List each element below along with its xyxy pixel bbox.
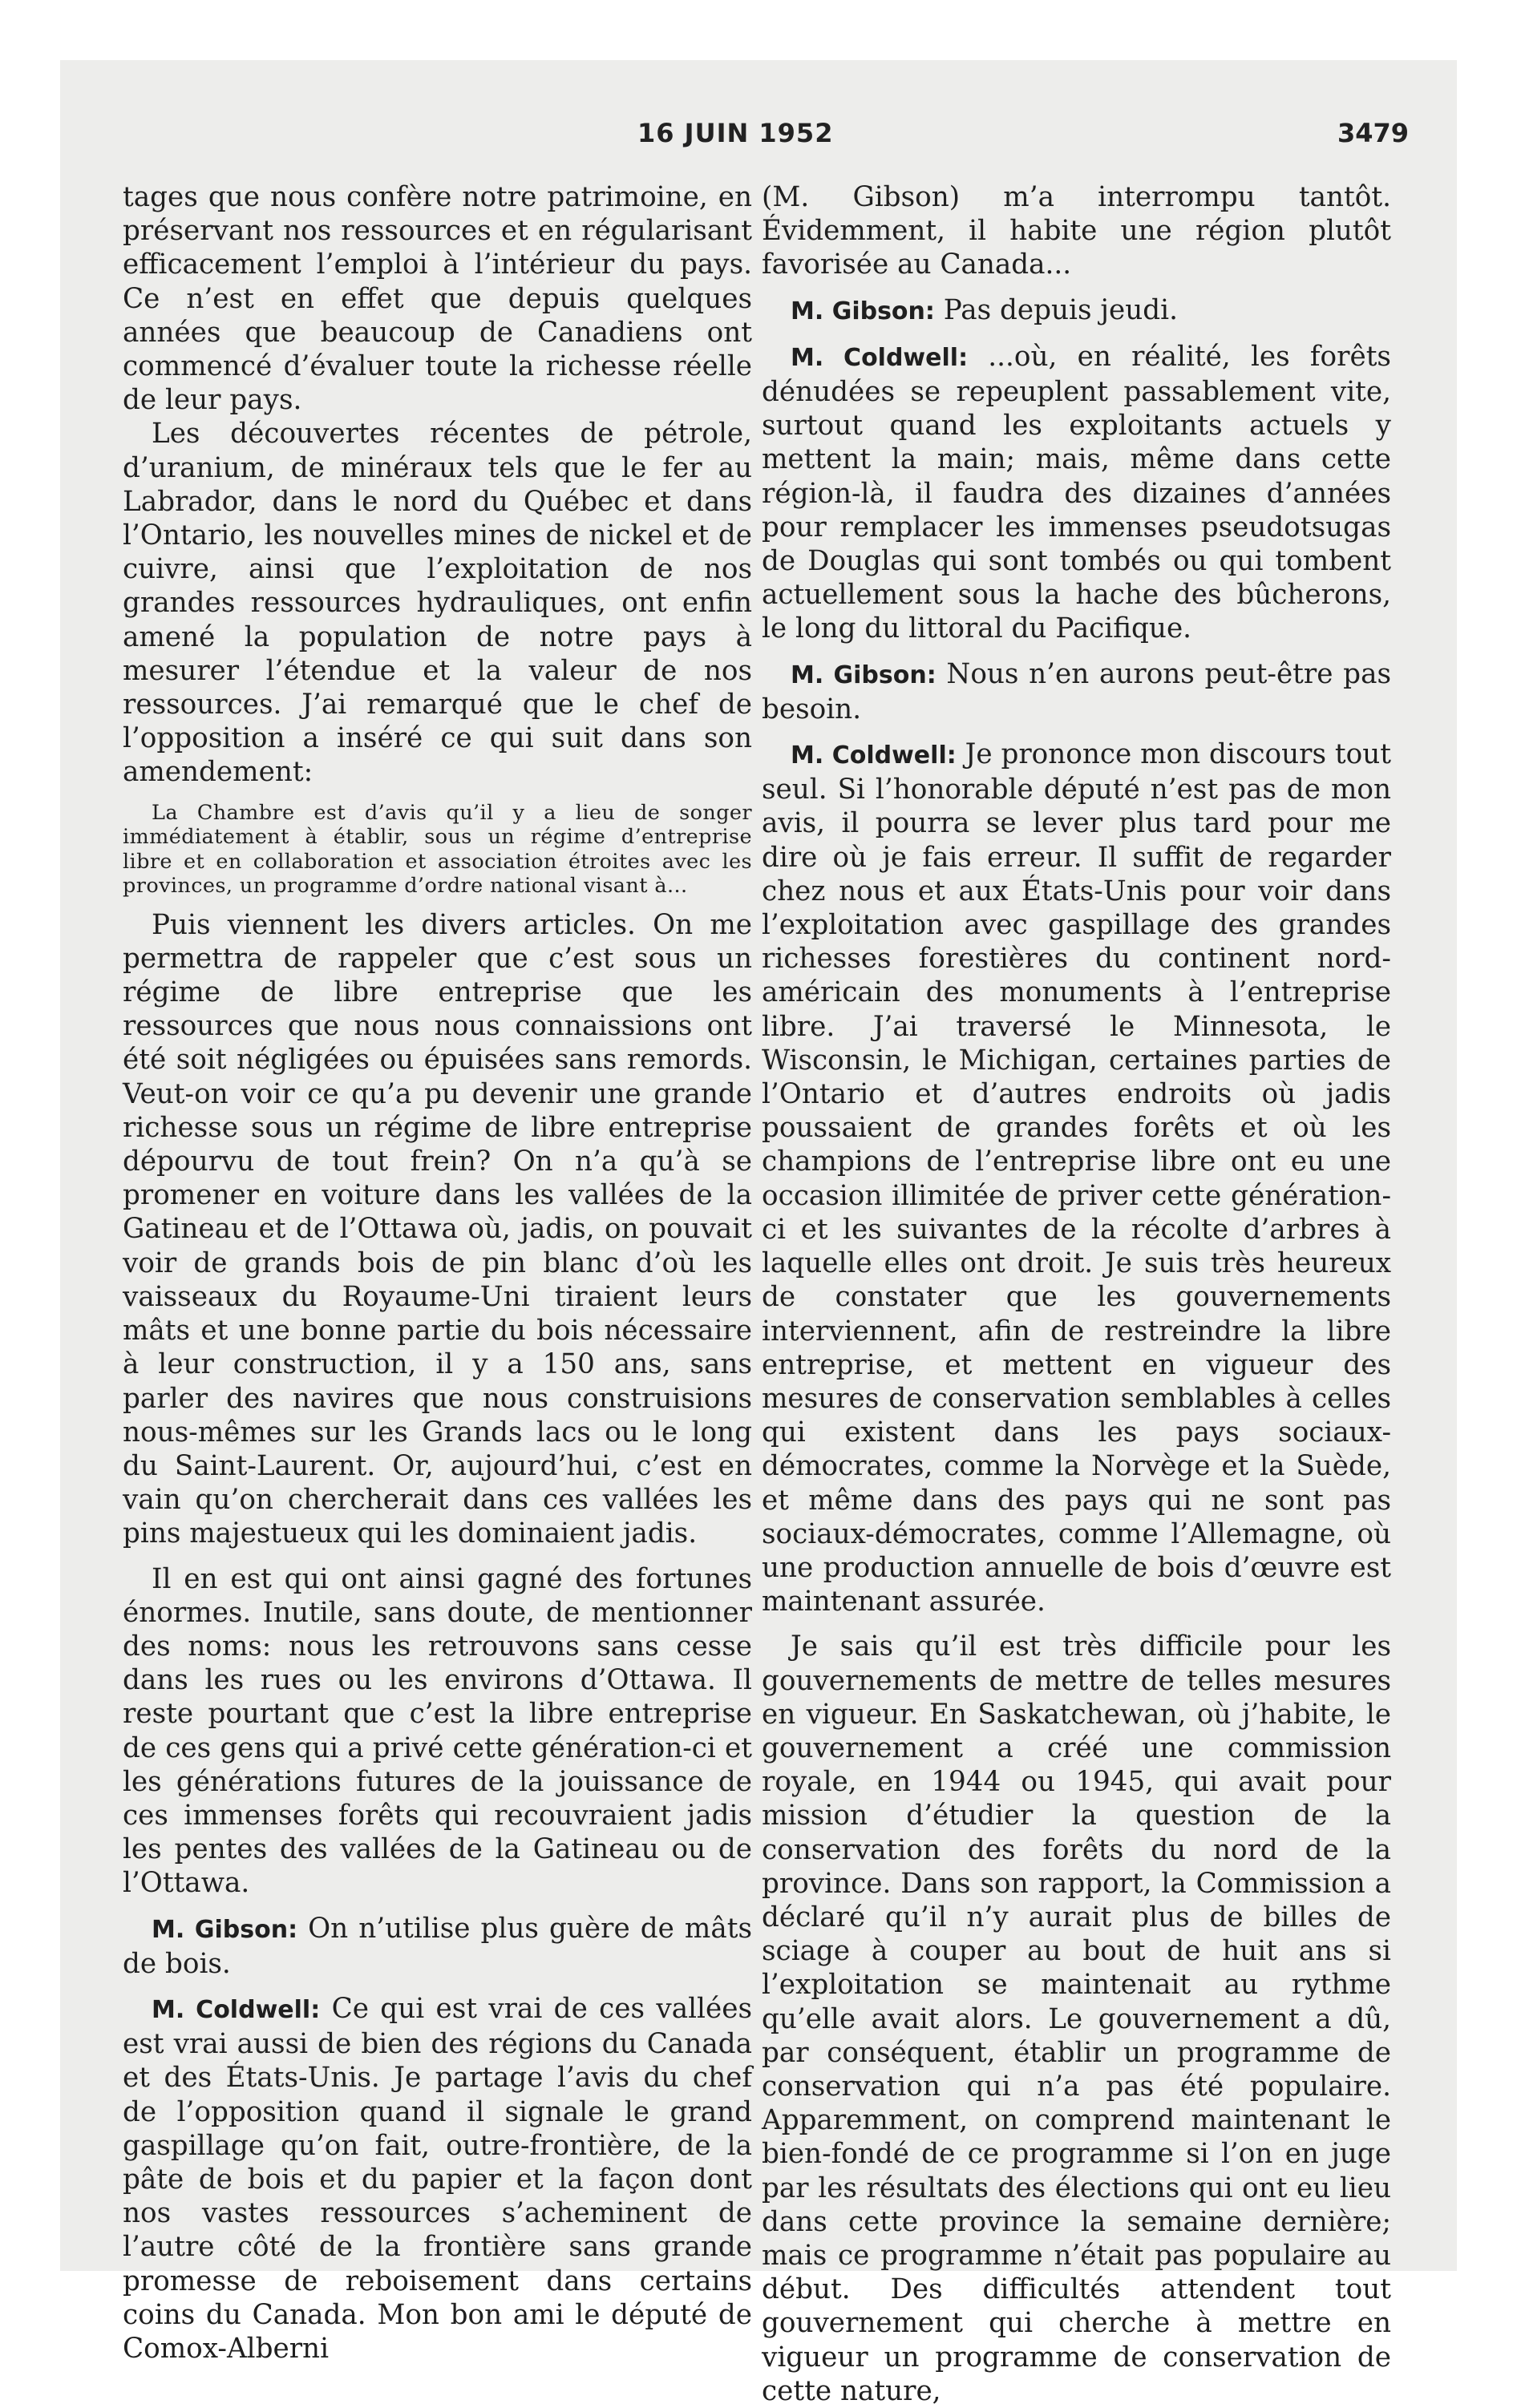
left-paragraph-4: Il en est qui ont ainsi gagné des fortunes énormes. Inutile, sans doute, de mentionner des noms: nous les retrouvons sans cesse dans les rues ou les environs d’Ottawa. Il reste pourtant que c’est la libre entreprise de ces gens qui a privé cette génération-ci et les générations futures de la jouissance de ces immenses forêts qui recouvraient jadis les pentes des vallées de la Gatineau ou de l’Ottawa. (123, 1562, 752, 1900)
right-paragraph-5 (762, 737, 1391, 1618)
speech-text: Pas depuis jeudi. (943, 293, 1178, 326)
amendment-quote: La Chambre est d’avis qu’il y a lieu de songer immédiatement à établir, sous un régime d’entreprise libre et en collaboration et association étroites avec les provinces, un programme d’ordre national visant à... (123, 800, 752, 899)
speaker-name: M. Gibson: (791, 297, 935, 325)
speaker-name: M. Coldwell: (152, 1995, 321, 2024)
right-paragraph-3 (762, 340, 1391, 646)
page-header (60, 118, 1457, 166)
page-number: 3479 (1337, 118, 1409, 148)
speaker-name: M. Coldwell: (791, 343, 969, 372)
left-paragraph-1: tages que nous confère notre patrimoine, en préservant nos ressources et en régularisant efficacement l’emploi à l’intérieur du pays. Ce n’est en effet que depuis quelques années que beaucoup de Canadiens ont commencé d’évaluer toute la richesse réelle de leur pays. (123, 181, 752, 417)
speaker-name: M. Gibson: (791, 661, 936, 689)
left-paragraph-2: Les découvertes récentes de pétrole, d’uranium, de minéraux tels que le fer au Labrador, dans le nord du Québec et dans l’Ontario, les nouvelles mines de nickel et de cuivre, ainsi que l’exploitation de nos grandes ressources hydrauliques, ont enfin amené la population de notre pays à mesurer l’étendue et la valeur de nos ressources. J’ai remarqué que le chef de l’opposition a inséré ce qui suit dans son amendement: (123, 418, 752, 789)
speech-text: ...où, en réalité, les forêts dénudées se repeuplent passablement vite, surtout quand les exploitants actuels y mettent la main; mais, même dans cette région-là, il faudra des dizaines d’années pour remplacer les immenses pseudotsugas de Douglas qui sont tombés ou qui tombent actuellement sous la hache des bûcherons, le long du littoral du Pacifique. (762, 340, 1391, 645)
speech-text: Ce qui est vrai de ces vallées est vrai aussi de bien des régions du Canada et des États-Unis. Je partage l’avis du chef de l’opposition quand il signale le grand gaspillage qu’on fait, outre-frontière, de la pâte de bois et du papier et la façon dont nos vastes ressources s’acheminent de l’autre côté de la frontière sans grande promesse de reboisement dans certains coins du Canada. Mon bon ami le député de Comox-Alberni (123, 1992, 752, 2365)
left-paragraph-6 (123, 1992, 752, 2366)
right-paragraph-4 (762, 657, 1391, 726)
speech-text: Je prononce mon discours tout seul. Si l’honorable député n’est pas de mon avis, il pourra se lever plus tard pour me dire où je fais erreur. Il suffit de regarder chez nous et aux États-Unis pour voir dans l’exploitation avec gaspillage des grandes richesses forestières du continent nord-américain des monuments à l’entreprise libre. J’ai traversé le Minnesota, le Wisconsin, le Michigan, certaines parties de l’Ontario et d’autres endroits où jadis poussaient de grandes forêts et où les champions de l’entreprise libre ont eu une occasion illimitée de priver cette génération-ci et les suivantes de la récolte d’arbres à laquelle elles ont droit. Je suis très heureux de constater que les gouvernements interviennent, afin de restreindre la libre entreprise, et mettent en vigueur des mesures de conservation semblables à celles qui existent dans les pays sociaux-démocrates, comme la Norvège et la Suède, et même dans des pays qui ne sont pas sociaux-démocrates, comme l’Allemagne, où une production annuelle de bois d’œuvre est maintenant assurée. (762, 738, 1391, 1618)
right-column (762, 180, 1391, 2408)
speaker-name: M. Coldwell: (791, 741, 957, 770)
left-paragraph-3: Puis viennent les divers articles. On me permettra de rappeler que c’est sous un régime de libre entreprise que les ressources que nous nous connaissions ont été soit négligées ou épuisées sans remords. Veut-on voir ce qu’a pu devenir une grande richesse sous un régime de libre entreprise dépourvu de tout frein? On n’a qu’à se promener en voiture dans les vallées de la Gatineau et de l’Ottawa où, jadis, on pouvait voir de grands bois de pin blanc d’où les vaisseaux du Royaume-Uni tiraient leurs mâts et une bonne partie du bois nécessaire à leur construction, il y a 150 ans, sans parler des navires que nous construisions nous-mêmes sur les Grands lacs ou le long du Saint-Laurent. Or, aujourd’hui, c’est en vain qu’on chercherait dans ces vallées les pins majestueux qui les dominaient jadis. (123, 908, 752, 1550)
speech-text: On n’utilise plus guère de mâts de bois. (123, 1912, 752, 1980)
left-paragraph-5 (123, 1912, 752, 1981)
left-column (123, 180, 752, 2366)
speaker-name: M. Gibson: (152, 1915, 298, 1944)
right-paragraph-6: Je sais qu’il est très difficile pour les gouvernements de mettre de telles mesures en vigueur. En Saskatchewan, où j’habite, le gouvernement a créé une commission royale, en 1944 ou 1945, qui avait pour mission d’étudier la question de la conservation des forêts du nord de la province. Dans son rapport, la Commission a déclaré qu’il n’y aurait plus de billes de sciage à couper au bout de huit ans si l’exploitation se maintenait au rythme qu’elle avait alors. Le gouvernement a dû, par conséquent, établir un programme de conservation qui n’a pas été populaire. Apparemment, on comprend maintenant le bien-fondé de ce programme si l’on en juge par les résultats des élections qui ont eu lieu dans cette province la semaine dernière; mais ce programme n’était pas populaire au début. Des difficultés attendent tout gouvernement qui cherche à mettre en vigueur un programme de conservation de cette nature, (762, 1630, 1391, 2407)
speech-text: Nous n’en aurons peut-être pas besoin. (762, 657, 1391, 725)
right-paragraph-1: (M. Gibson) m’a interrompu tantôt. Évidemment, il habite une région plutôt favorisée au Canada... (762, 181, 1391, 281)
right-paragraph-2 (762, 293, 1391, 329)
page-scan (60, 60, 1457, 2407)
header-date: 16 JUIN 1952 (637, 118, 834, 148)
